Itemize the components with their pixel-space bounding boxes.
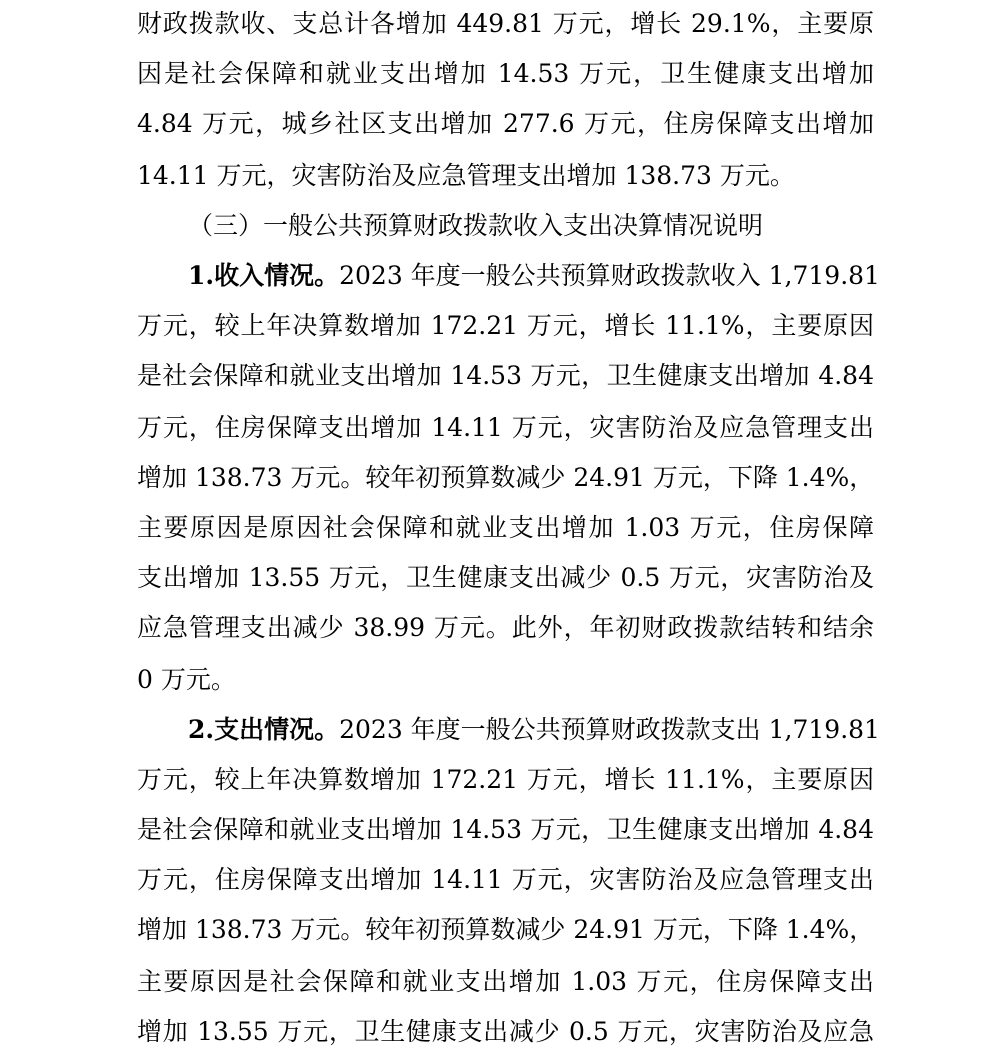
section-heading: （三）一般公共预算财政拨款收入支出决算情况说明 <box>188 211 764 240</box>
income-first-line <box>188 256 880 296</box>
income-title: 1.收入情况。 <box>188 261 340 290</box>
paragraph-line: 因是社会保障和就业支出增加 14.53 万元，卫生健康支出增加 <box>137 59 874 88</box>
paragraph-line: 万元，住房保障支出增加 14.11 万元，灾害防治及应急管理支出 <box>137 865 874 894</box>
paragraph-line: 财政拨款收、支总计各增加 449.81 万元，增长 29.1%，主要原 <box>137 9 874 38</box>
paragraph-line: 应急管理支出减少 38.99 万元。此外，年初财政拨款结转和结余 <box>137 613 874 642</box>
paragraph-line: 增加 138.73 万元。较年初预算数减少 24.91 万元，下降 1.4%， <box>137 915 875 944</box>
paragraph-line: 14.11 万元，灾害防治及应急管理支出增加 138.73 万元。 <box>137 161 795 190</box>
paragraph-line: 支出增加 13.55 万元，卫生健康支出减少 0.5 万元，灾害防治及 <box>137 563 874 592</box>
expenditure-title: 2.支出情况。 <box>188 715 340 744</box>
income-first-line-text: 2023 年度一般公共预算财政拨款收入 1,719.81 <box>339 261 880 290</box>
paragraph-line: 万元，住房保障支出增加 14.11 万元，灾害防治及应急管理支出 <box>137 413 874 442</box>
paragraph-line: 是社会保障和就业支出增加 14.53 万元，卫生健康支出增加 4.84 <box>137 815 874 844</box>
paragraph-line: 主要原因是社会保障和就业支出增加 1.03 万元，住房保障支出 <box>137 967 874 996</box>
expenditure-first-line <box>188 710 880 750</box>
paragraph-line: 是社会保障和就业支出增加 14.53 万元，卫生健康支出增加 4.84 <box>137 361 874 390</box>
expenditure-first-line-text: 2023 年度一般公共预算财政拨款支出 1,719.81 <box>339 715 880 744</box>
paragraph-line: 增加 13.55 万元，卫生健康支出减少 0.5 万元，灾害防治及应急 <box>137 1017 874 1046</box>
paragraph-line: 万元，较上年决算数增加 172.21 万元，增长 11.1%，主要原因 <box>137 765 874 794</box>
paragraph-line: 4.84 万元，城乡社区支出增加 277.6 万元，住房保障支出增加 <box>137 109 874 138</box>
paragraph-line: 主要原因是原因社会保障和就业支出增加 1.03 万元，住房保障 <box>137 513 874 542</box>
paragraph-line: 0 万元。 <box>137 665 236 694</box>
paragraph-line: 增加 138.73 万元。较年初预算数减少 24.91 万元，下降 1.4%， <box>137 463 875 492</box>
paragraph-line: 万元，较上年决算数增加 172.21 万元，增长 11.1%，主要原因 <box>137 311 874 340</box>
